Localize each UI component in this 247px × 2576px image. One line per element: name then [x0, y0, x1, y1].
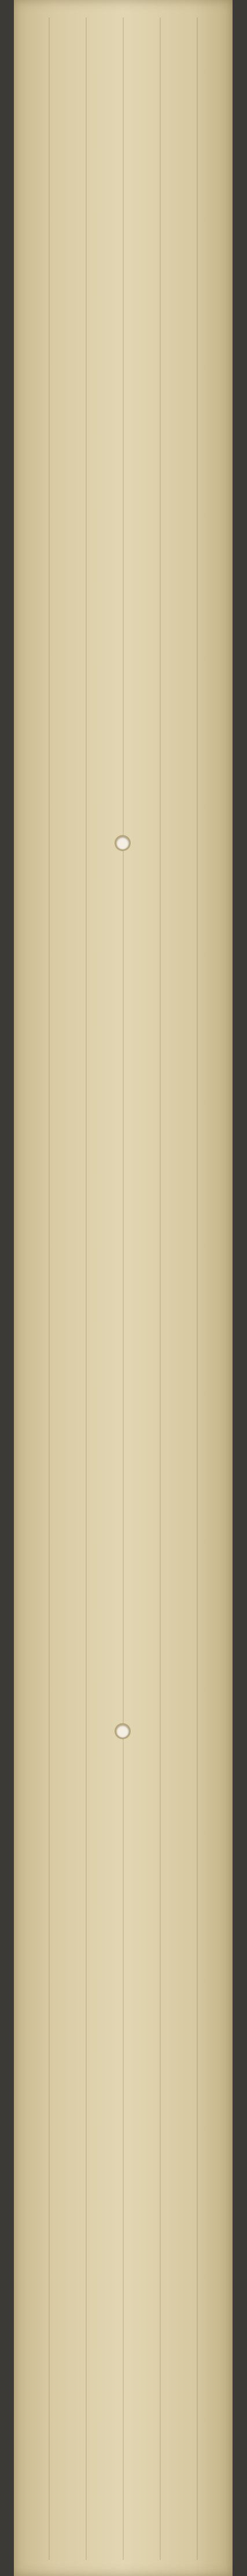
leaf-text-line-5	[28, 23, 54, 2554]
leaf-text-line-3	[102, 23, 128, 2554]
string-hole-bottom	[116, 1725, 129, 1738]
leaf-text-line-1	[176, 23, 202, 2554]
leaf-text-line-4	[65, 23, 91, 2554]
leaf-text-line-2	[139, 23, 165, 2554]
palm-leaf	[14, 0, 233, 2576]
string-hole-top	[116, 837, 129, 849]
